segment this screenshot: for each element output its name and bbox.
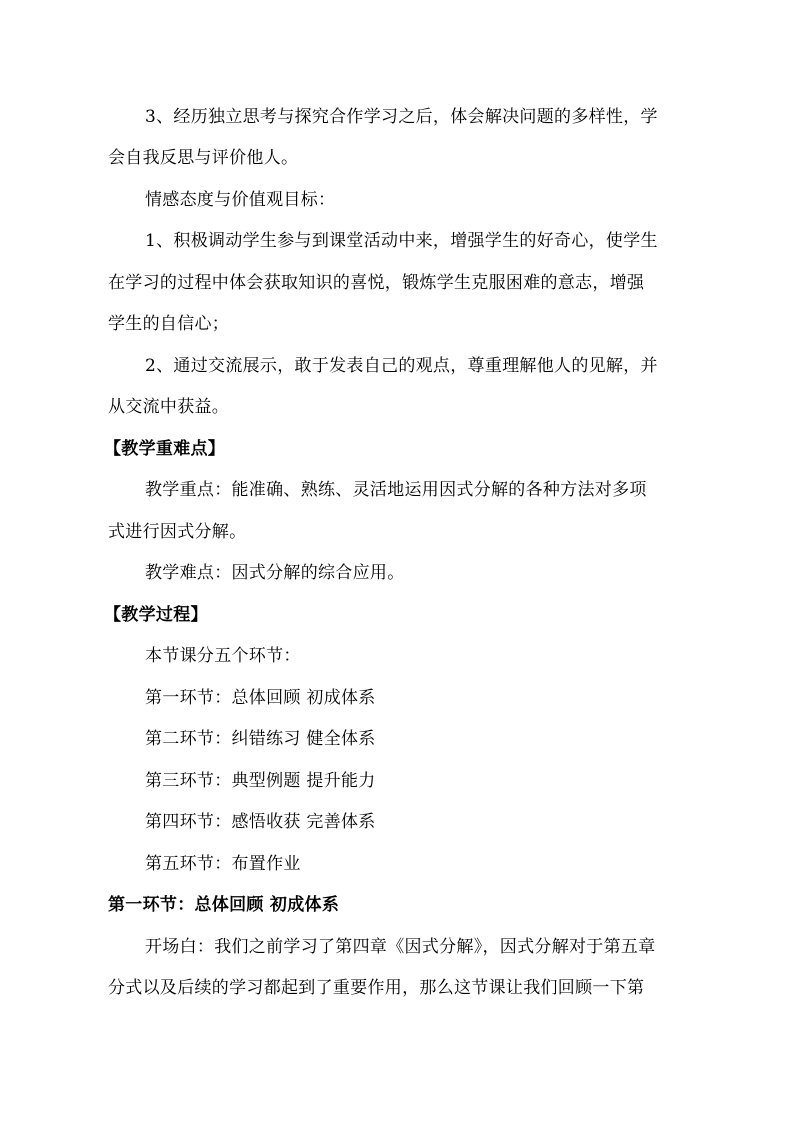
paragraph-line: 从交流中获益。 — [108, 397, 230, 417]
list-item: 第三环节：典型例题 提升能力 — [145, 771, 376, 791]
paragraph-line: 分式以及后续的学习都起到了重要作用，那么这节课让我们回顾一下第 — [108, 978, 645, 998]
paragraph-line: 教学重点：能准确、熟练、灵活地运用因式分解的各种方法对多项 — [145, 480, 647, 500]
section-subtitle: 情感态度与价值观目标： — [145, 190, 336, 210]
paragraph-line: 2、通过交流展示，敢于发表自己的观点，尊重理解他人的见解，并 — [145, 356, 658, 376]
section-heading: 【教学重难点】 — [104, 439, 226, 459]
section-heading: 【教学过程】 — [104, 605, 208, 625]
paragraph-line: 开场白：我们之前学习了第四章《因式分解》，因式分解对于第五章 — [145, 937, 656, 957]
paragraph-line: 会自我反思与评价他人。 — [108, 148, 299, 168]
section-heading: 第一环节：总体回顾 初成体系 — [108, 895, 340, 915]
paragraph-line: 本节课分五个环节： — [145, 646, 301, 666]
list-item: 第五环节：布置作业 — [145, 854, 301, 874]
list-item: 第一环节：总体回顾 初成体系 — [145, 688, 376, 708]
paragraph-line: 学生的自信心； — [108, 314, 230, 334]
list-item: 第二环节：纠错练习 健全体系 — [145, 729, 376, 749]
paragraph-line: 3、经历独立思考与探究合作学习之后，体会解决问题的多样性，学 — [145, 107, 658, 127]
paragraph-line: 1、积极调动学生参与到课堂活动中来，增强学生的好奇心，使学生 — [145, 231, 658, 251]
paragraph-line: 在学习的过程中体会获取知识的喜悦，锻炼学生克服困难的意志，增强 — [108, 273, 645, 293]
paragraph-line: 式进行因式分解。 — [108, 522, 247, 542]
list-item: 第四环节：感悟收获 完善体系 — [145, 812, 376, 832]
paragraph-line: 教学难点：因式分解的综合应用。 — [145, 563, 405, 583]
